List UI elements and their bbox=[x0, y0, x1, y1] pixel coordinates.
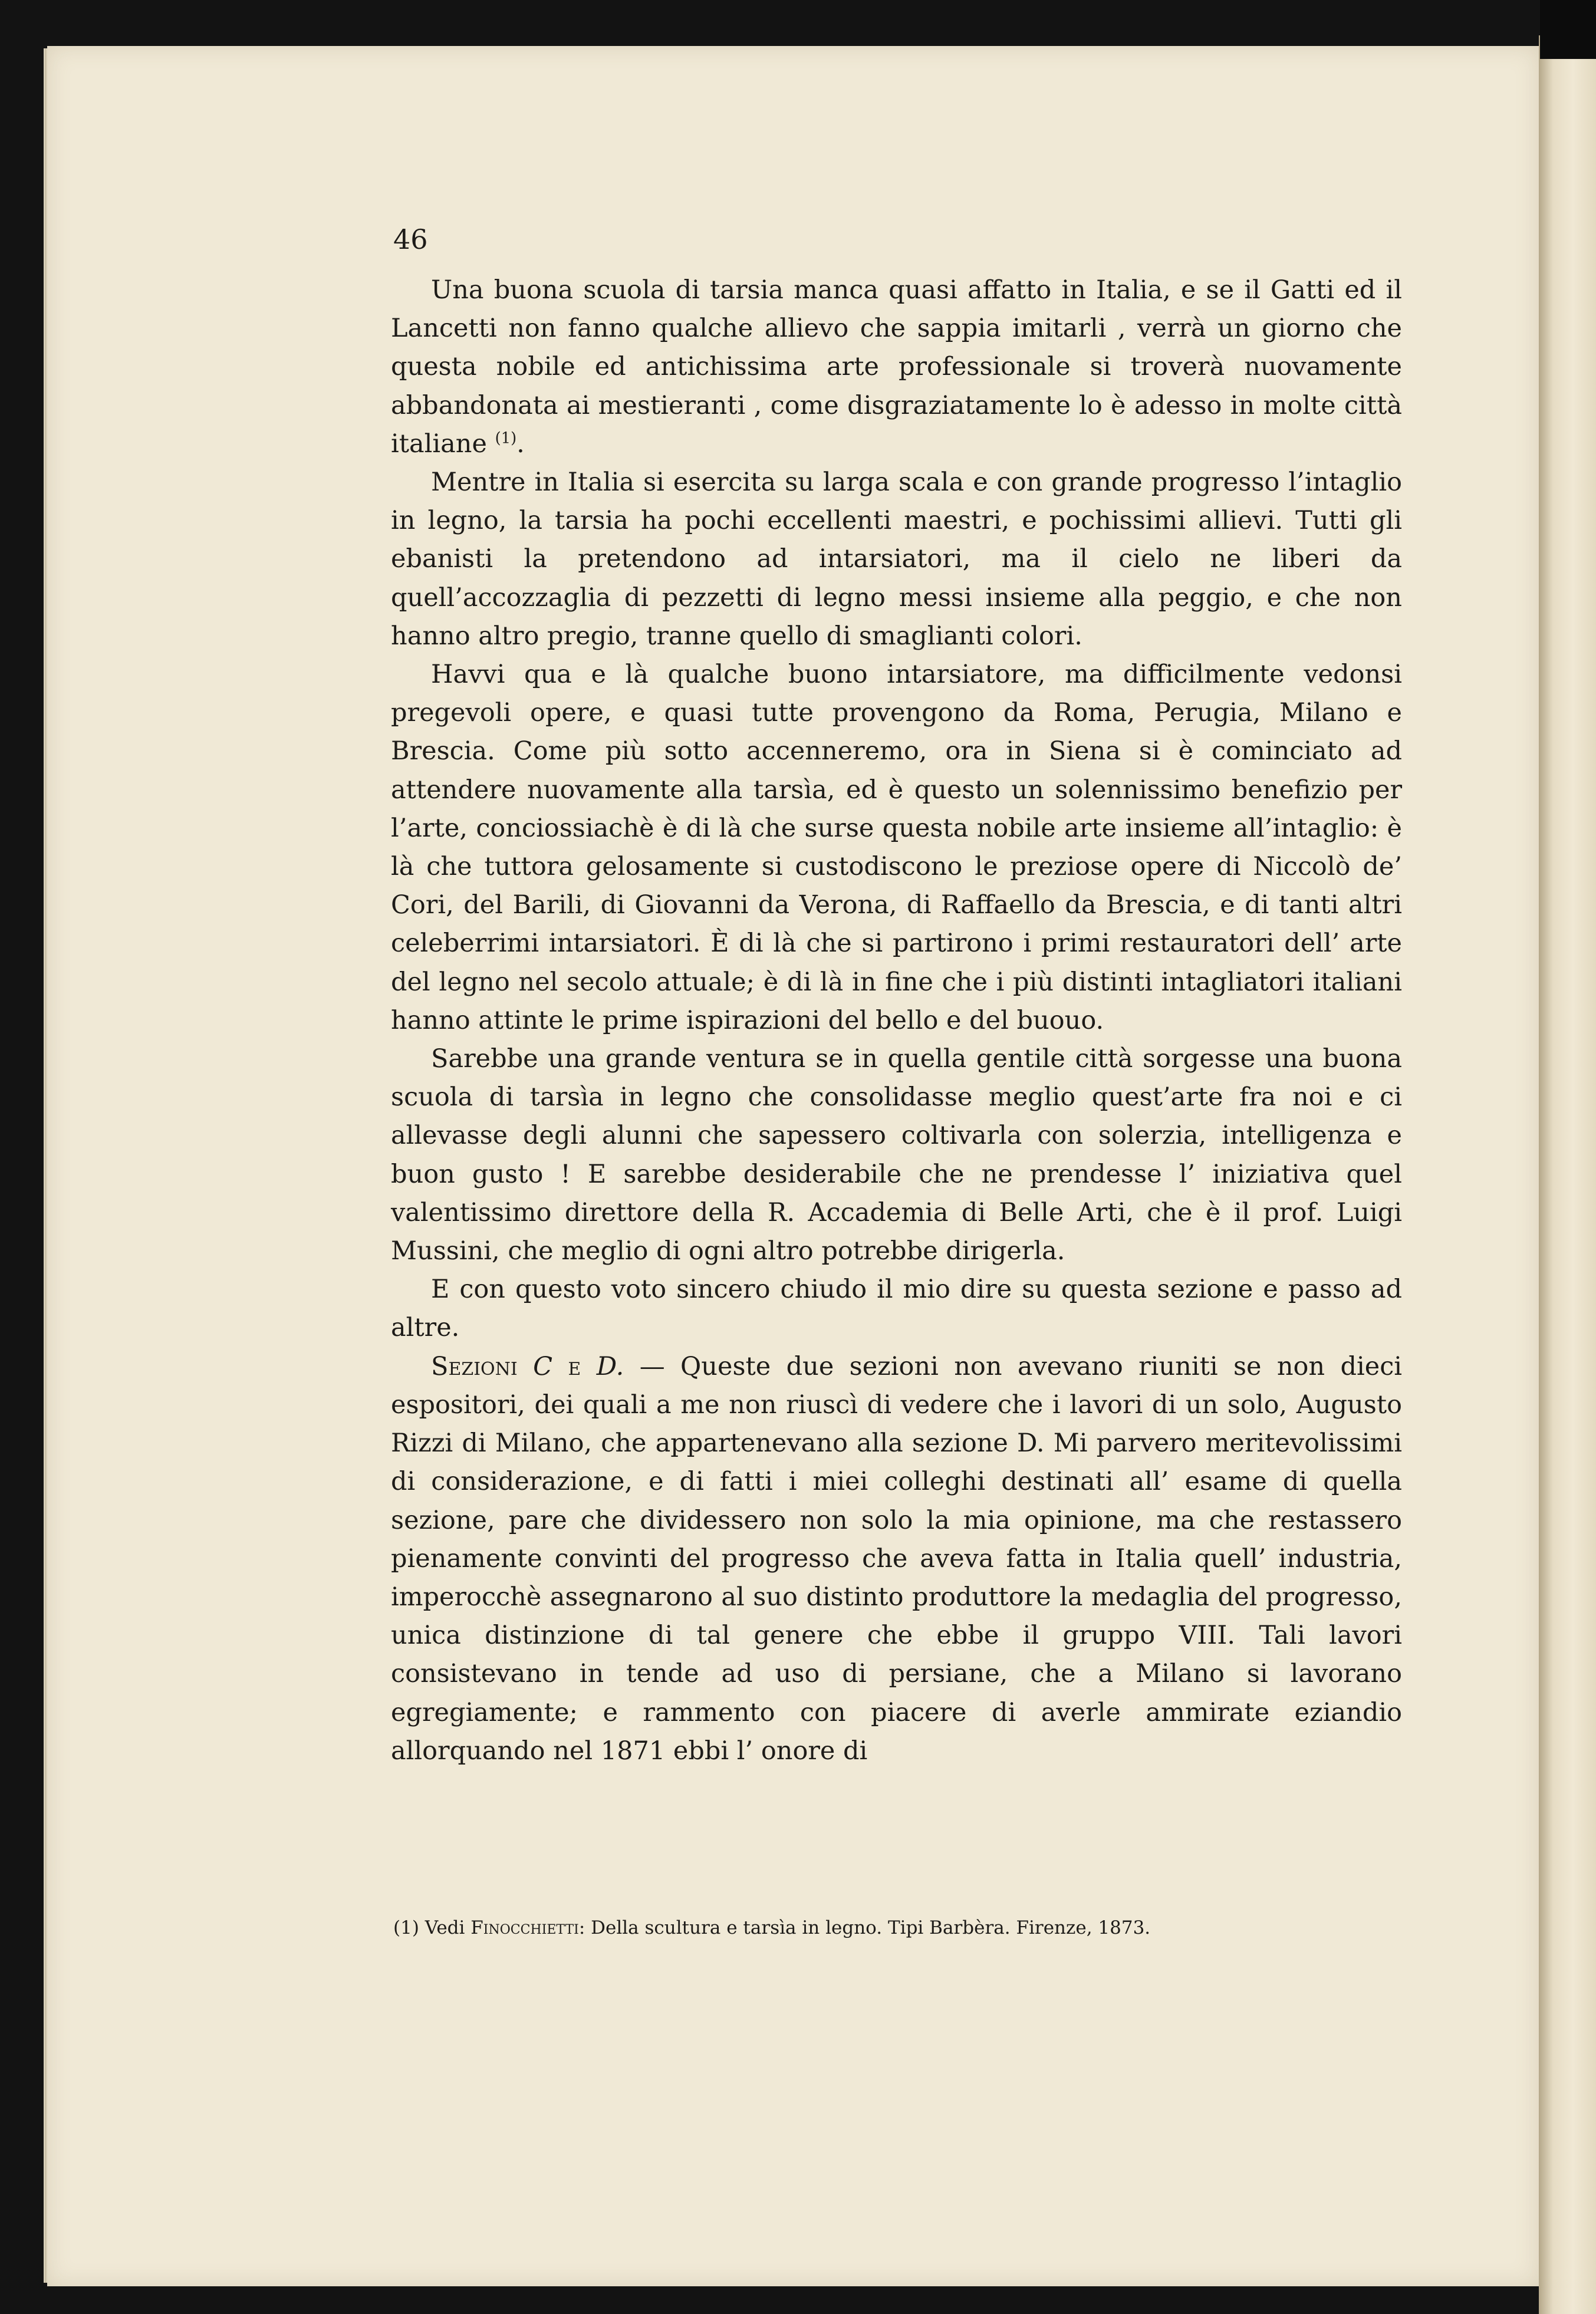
section-heading-e: e bbox=[568, 1351, 581, 1381]
footnote-prefix: Vedi bbox=[424, 1917, 465, 1938]
footnote-marker: (1) bbox=[393, 1917, 419, 1938]
footnote-text: : Della scultura e tarsìa in legno. Tipi Barbèra. Firenze, 1873. bbox=[578, 1917, 1151, 1938]
section-heading-c: C bbox=[533, 1351, 553, 1381]
footnote bbox=[393, 1916, 1404, 1940]
paragraph-1-end: . bbox=[516, 429, 525, 459]
paragraph-6 bbox=[391, 1348, 1402, 1770]
page-text bbox=[391, 224, 1402, 1770]
footnote-author: Finocchietti bbox=[470, 1917, 579, 1938]
section-heading-word: Sezioni bbox=[431, 1351, 518, 1381]
page-number: 46 bbox=[393, 223, 428, 255]
book-spine bbox=[1539, 35, 1596, 2314]
paragraph-1-text: Una buona scuola di tarsia manca quasi affatto in Italia, e se il Gatti ed il Lancetti non fanno qualche allievo che sappia imitarli , verrà un giorno che questa nobile ed antichissima arte professionale si troverà nuovamente abbandonata ai mestieranti , come disgraziatamente lo è adesso in molte città italiane bbox=[391, 275, 1402, 459]
footnote-reference: (1) bbox=[495, 429, 517, 447]
paragraph-4: Sarebbe una grande ventura se in quella gentile città sorgesse una buona scuola di tarsìa in legno che consolidasse meglio quest’arte fra noi e ci allevasse degli alunni che sapessero coltivarla con solerzia, intelligenza e buon gusto ! E sarebbe desiderabile che ne prendesse l’ iniziativa quel valentissimo direttore della R. Accademia di Belle Arti, che è il prof. Luigi Mussini, che meglio di ogni altro potrebbe dirigerla. bbox=[391, 1044, 1402, 1266]
paragraph-1 bbox=[391, 271, 1402, 463]
section-heading-d: D. bbox=[596, 1351, 624, 1381]
paragraph-6-text: — Queste due sezioni non avevano riuniti se non dieci espositori, dei quali a me non riuscì di vedere che i lavori di un solo, Augusto Rizzi di Milano, che appartenevano alla sezione D. Mi parvero meritevolissimi di considerazione, e di fatti i miei colleghi destinati all’ esame di quella sezione, pare che dividessero non solo la mia opinione, ma che restassero pienamente convinti del progresso che aveva fatta in Italia quell’ industria, imperocchè assegnarono al suo distinto produttore la medaglia del progresso, unica distinzione di tal genere che ebbe il gruppo VIII. Tali lavori consistevano in tende ad uso di persiane, che a Milano si lavorano egregiamente; e rammento con piacere di averle ammirate eziandio allorquando nel 1871 ebbi l’ onore di bbox=[391, 1351, 1403, 1766]
spine-shadow bbox=[1540, 0, 1596, 59]
paragraph-5: E con questo voto sincero chiudo il mio dire su questa sezione e passo ad altre. bbox=[391, 1275, 1402, 1343]
paragraph-2: Mentre in Italia si esercita su larga scala e con grande progresso l’intaglio in legno, la tarsia ha pochi eccellenti maestri, e pochissimi allievi. Tutti gli ebanisti la pretendono ad intarsiatori, ma il cielo ne liberi da quell’accozzaglia di pezzetti di legno messi insieme alla peggio, e che non hanno altro pregio, tranne quello di smaglianti colori. bbox=[391, 468, 1402, 651]
paragraph-3: Havvi qua e là qualche buono intarsiatore, ma difficilmente vedonsi pregevoli opere, e quasi tutte provengono da Roma, Perugia, Milano e Brescia. Come più sotto accenneremo, ora in Siena si è cominciato ad attendere nuovamente alla tarsìa, ed è questo un solennissimo benefizio per l’arte, conciossiachè è di là che surse questa nobile arte insieme all’intaglio: è là che tuttora gelosamente si custodiscono le preziose opere di Niccolò de’ Cori, del Barili, di Giovanni da Verona, di Raffaello da Brescia, e di tanti altri celeberrimi intarsiatori. È di là che si partirono i primi restauratori dell’ arte del legno nel secolo attuale; è di là in fine che i più distinti intagliatori italiani hanno attinte le prime ispirazioni del bello e del buouo. bbox=[391, 660, 1402, 1035]
